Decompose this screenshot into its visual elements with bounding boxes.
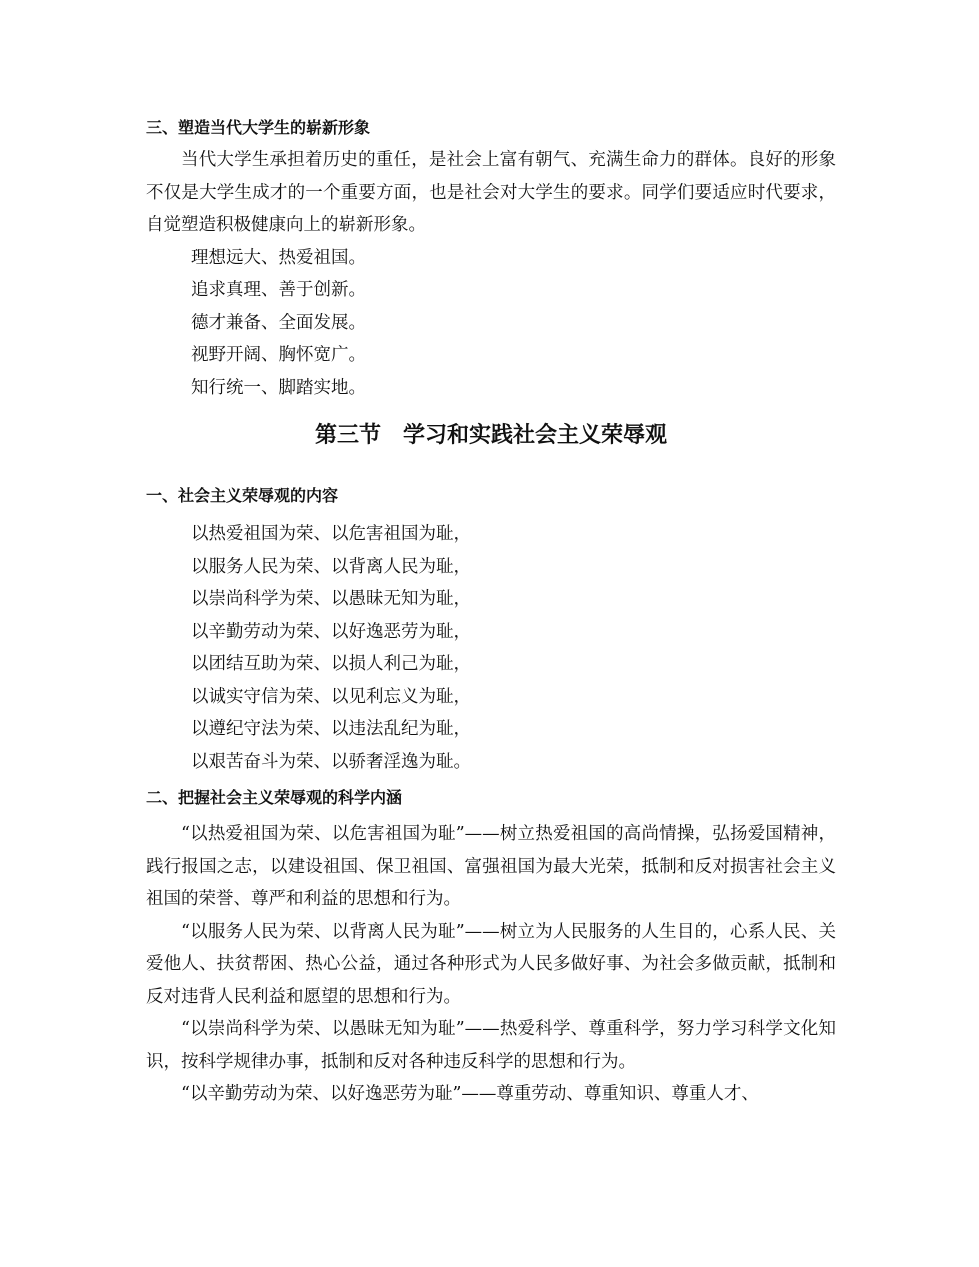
body-paragraph: “以服务人民为荣、以背离人民为耻”——树立为人民服务的人生目的，心系人民、关爱他人、扶贫帮困、热心公益，通过各种形式为人民多做好事、为社会多做贡献，抵制和反对违背人民利益和愿望的思想和行为。 bbox=[146, 921, 836, 1007]
list-item: 以团结互助为荣、以损人利己为耻， bbox=[191, 654, 471, 674]
honor-shame-list bbox=[146, 518, 836, 778]
page-content bbox=[146, 112, 836, 1111]
body-paragraph: “以辛勤劳动为荣、以好逸恶劳为耻”——尊重劳动、尊重知识、尊重人才、 bbox=[181, 1084, 759, 1104]
image-traits-list bbox=[146, 242, 836, 405]
list-item: 追求真理、善于创新。 bbox=[191, 280, 366, 300]
section-heading-new-image: 三、塑造当代大学生的崭新形象 bbox=[146, 118, 371, 137]
list-item: 知行统一、脚踏实地。 bbox=[191, 377, 366, 398]
list-item: 以诚实守信为荣、以见利忘义为耻， bbox=[191, 686, 471, 707]
section-intro-paragraph: 当代大学生承担着历史的重任，是社会上富有朝气、充满生命力的群体。良好的形象不仅是大学生成才的一个重要方面，也是社会对大学生的要求。同学们要适应时代要求，自觉塑造积极健康向上的崭新形象。 bbox=[146, 150, 836, 235]
list-item: 德才兼备、全面发展。 bbox=[191, 312, 366, 333]
connotation-paragraphs bbox=[146, 818, 836, 1111]
list-item: 以崇尚科学为荣、以愚昧无知为耻， bbox=[191, 589, 471, 609]
body-paragraph: “以热爱祖国为荣、以危害祖国为耻”——树立热爱祖国的高尚情操，弘扬爱国精神，践行报国之志，以建设祖国、保卫祖国、富强祖国为最大光荣，抵制和反对损害社会主义祖国的荣誉、尊严和利益的思想和行为。 bbox=[146, 824, 836, 909]
list-item: 视野开阔、胸怀宽广。 bbox=[191, 345, 366, 365]
list-item: 以服务人民为荣、以背离人民为耻， bbox=[191, 556, 471, 577]
list-item: 以热爱祖国为荣、以危害祖国为耻， bbox=[191, 524, 471, 544]
body-paragraph: “以崇尚科学为荣、以愚昧无知为耻”——热爱科学、尊重科学，努力学习科学文化知识，按科学规律办事，抵制和反对各种违反科学的思想和行为。 bbox=[146, 1019, 836, 1072]
list-item: 理想远大、热爱祖国。 bbox=[191, 247, 366, 268]
list-item: 以遵纪守法为荣、以违法乱纪为耻， bbox=[191, 719, 471, 739]
chapter-title: 第三节 学习和实践社会主义荣辱观 bbox=[314, 423, 667, 448]
section-heading-connotation: 二、把握社会主义荣辱观的科学内涵 bbox=[146, 788, 403, 807]
section-heading-contents: 一、社会主义荣辱观的内容 bbox=[146, 486, 339, 505]
list-item: 以艰苦奋斗为荣、以骄奢淫逸为耻。 bbox=[191, 751, 471, 772]
list-item: 以辛勤劳动为荣、以好逸恶劳为耻， bbox=[191, 621, 471, 642]
